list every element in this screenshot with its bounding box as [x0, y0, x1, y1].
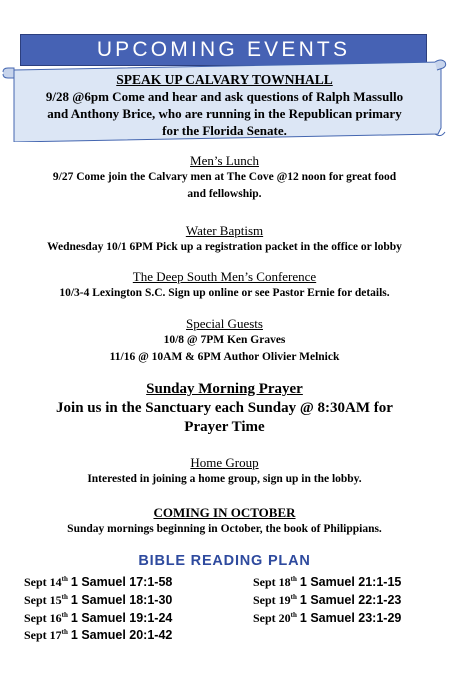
- october-line: Sunday mornings beginning in October, the book of Philippians.: [67, 523, 382, 535]
- water-baptism-section: [0, 222, 449, 256]
- reading-date-suffix: th: [290, 611, 297, 619]
- banner-title: UPCOMING EVENTS: [96, 38, 351, 61]
- reading-left-3: [24, 628, 172, 643]
- reading-date: Sept 20: [253, 611, 291, 625]
- reading-passage: 1 Samuel 18:1-30: [70, 593, 173, 607]
- home-group-section: [0, 454, 449, 488]
- mens-lunch-line-2: and fellowship.: [187, 188, 262, 200]
- reading-passage: 1 Samuel 17:1-58: [70, 575, 173, 589]
- conference-title: The Deep South Men’s Conference: [132, 269, 317, 284]
- conference-section: [0, 268, 449, 302]
- mens-lunch-title: Men’s Lunch: [190, 153, 259, 168]
- reading-right-1: [253, 593, 401, 608]
- special-guests-section: [0, 315, 449, 366]
- reading-passage: 1 Samuel 23:1-29: [299, 611, 402, 625]
- prayer-title: Sunday Morning Prayer: [146, 381, 303, 397]
- reading-date-suffix: th: [290, 575, 297, 583]
- special-guests-line-2: 11/16 @ 10AM & 6PM Author Olivier Melnick: [109, 351, 340, 363]
- reading-date: Sept 19: [253, 593, 291, 607]
- reading-left-1: [24, 593, 172, 608]
- reading-right-2: [253, 611, 401, 626]
- special-guests-title: Special Guests: [186, 316, 263, 331]
- reading-date-suffix: th: [61, 628, 68, 636]
- reading-date: Sept 16: [24, 611, 62, 625]
- mens-lunch-section: [0, 152, 449, 203]
- home-group-line: Interested in joining a home group, sign up in the lobby.: [87, 473, 362, 485]
- conference-line: 10/3-4 Lexington S.C. Sign up online or see Pastor Ernie for details.: [59, 287, 390, 299]
- reading-date: Sept 15: [24, 593, 62, 607]
- prayer-line-2: Prayer Time: [184, 419, 265, 435]
- reading-date: Sept 18: [253, 575, 291, 589]
- townhall-section: [18, 71, 431, 139]
- reading-right-0: [253, 575, 401, 590]
- prayer-line-1: Join us in the Sanctuary each Sunday @ 8:30AM for: [56, 400, 393, 416]
- water-baptism-line: Wednesday 10/1 6PM Pick up a registration packet in the office or lobby: [47, 241, 402, 253]
- reading-date-suffix: th: [61, 593, 68, 601]
- mens-lunch-line-1: 9/27 Come join the Calvary men at The Cove @12 noon for great food: [52, 171, 397, 183]
- reading-passage: 1 Samuel 22:1-23: [299, 593, 402, 607]
- water-baptism-title: Water Baptism: [185, 223, 264, 238]
- home-group-title: Home Group: [190, 455, 259, 470]
- reading-left-2: [24, 611, 172, 626]
- reading-date-suffix: th: [61, 575, 68, 583]
- townhall-line-2: and Anthony Brice, who are running in the Republican primary: [47, 106, 402, 121]
- townhall-line-3: for the Florida Senate.: [162, 123, 287, 138]
- reading-plan-title: BIBLE READING PLAN: [138, 553, 311, 569]
- townhall-line-1: 9/28 @6pm Come and hear and ask questions of Ralph Massullo: [45, 89, 404, 104]
- reading-date: Sept 17: [24, 628, 62, 642]
- reading-date-suffix: th: [290, 593, 297, 601]
- reading-left-0: [24, 575, 172, 590]
- reading-date-suffix: th: [61, 611, 68, 619]
- special-guests-line-1: 10/8 @ 7PM Ken Graves: [163, 334, 286, 346]
- october-title: COMING IN OCTOBER: [153, 505, 296, 520]
- reading-passage: 1 Samuel 21:1-15: [299, 575, 402, 589]
- october-section: [0, 504, 449, 538]
- reading-passage: 1 Samuel 19:1-24: [70, 611, 173, 625]
- townhall-title: SPEAK UP CALVARY TOWNHALL: [116, 72, 333, 87]
- reading-date: Sept 14: [24, 575, 62, 589]
- reading-passage: 1 Samuel 20:1-42: [70, 628, 173, 642]
- prayer-section: [0, 380, 449, 437]
